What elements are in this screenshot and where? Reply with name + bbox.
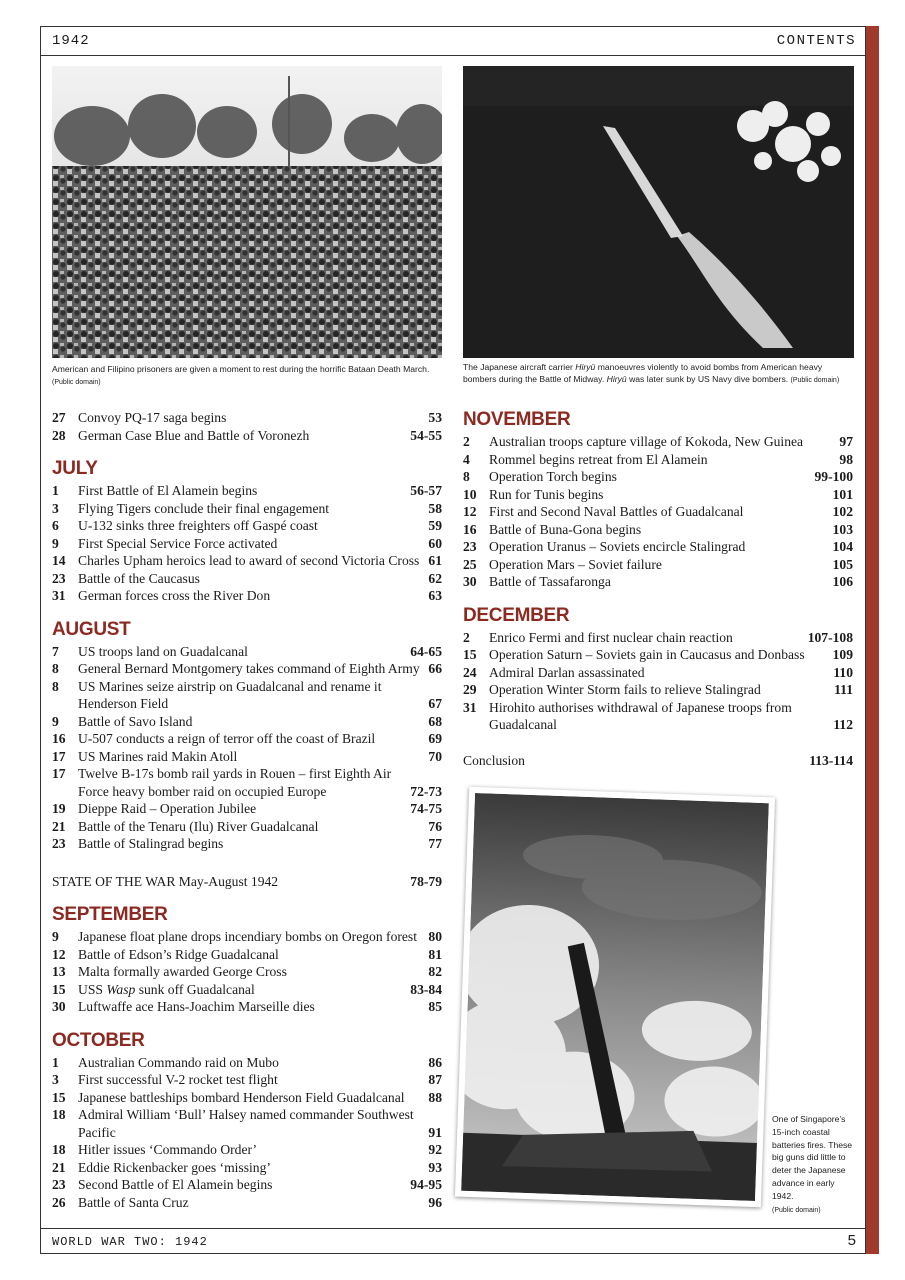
contents-entry[interactable] [52,998,442,1016]
contents-entry[interactable] [52,963,442,981]
entry-title-part: USS [78,981,107,997]
entry-day: 8 [52,661,59,676]
entry-title [78,981,410,999]
entry-title: Rommel begins retreat from El Alamein [489,451,708,467]
entry-title: Enrico Fermi and first nuclear chain reaction [489,629,733,645]
entry-title: First Battle of El Alamein begins [78,483,258,498]
contents-entry[interactable] [52,660,442,678]
entry-day: 31 [52,588,66,603]
month-heading-september: SEPTEMBER [52,904,168,925]
entry-day: 3 [52,500,59,516]
entry-day: 13 [52,964,66,979]
entry-day: 31 [463,699,477,715]
entry-page: 72-73 [410,783,442,799]
entry-day: 28 [52,427,66,443]
entry-title: Hitler issues ‘Commando Order’ [78,1142,258,1157]
entry-page: 110 [833,664,853,680]
entry-page: 60 [428,535,442,551]
entry-page: 102 [832,504,853,519]
october-entries [52,1054,442,1212]
contents-entry[interactable] [52,1106,442,1141]
entry-page: 61 [428,553,442,568]
july-entries [52,482,442,605]
entry-day: 12 [463,504,477,519]
entry-page: 106 [832,574,853,589]
entry-day: 9 [52,713,59,729]
entry-page: 104 [832,539,853,554]
page-header [40,26,866,56]
contents-entry[interactable] [463,573,853,591]
entry-day: 7 [52,643,59,659]
contents-entry[interactable] [463,664,853,682]
entry-day: 1 [52,1054,59,1070]
contents-entry[interactable] [52,1071,442,1089]
contents-entry[interactable] [52,765,442,800]
entry-page: 69 [428,731,442,746]
entry-title: US troops land on Guadalcanal [78,643,248,659]
contents-entry[interactable] [463,629,853,647]
entry-title: First and Second Naval Battles of Guadalcanal [489,504,744,519]
entry-title: Battle of the Tenaru (Ilu) River Guadalcanal [78,818,319,834]
entry-title: Charles Upham heroics lead to award of second Victoria Cross [78,553,420,568]
entry-day: 9 [52,929,59,944]
entry-page: 68 [428,713,442,729]
contents-entry[interactable] [52,818,442,836]
entry-day: 21 [52,1159,66,1175]
entry-day: 30 [52,999,66,1014]
contents-entry[interactable] [52,427,442,445]
entry-day: 10 [463,486,477,502]
entry-title: Australian troops capture village of Kokoda, New Guinea [489,434,804,449]
december-entries [463,629,853,734]
entry-ship-name: Wasp [106,981,136,997]
contents-right-column [463,395,853,769]
entry-page: 59 [428,518,442,533]
contents-entry[interactable] [52,1176,442,1194]
contents-entry[interactable] [52,800,442,818]
entry-day: 2 [463,629,470,645]
entry-title: Battle of Stalingrad begins [78,836,224,851]
entry-page: 98 [839,451,853,467]
contents-entry[interactable] [52,1159,442,1177]
entry-title: Luftwaffe ace Hans-Joachim Marseille dies [78,999,315,1014]
contents-entry[interactable] [463,451,853,469]
contents-entry[interactable] [463,503,853,521]
entry-day: 17 [52,766,66,781]
entry-page: 113-114 [809,752,853,768]
entry-page: 86 [428,1054,442,1070]
entry-day: 24 [463,664,477,680]
entry-day: 2 [463,434,470,449]
entry-title: Japanese float plane drops incendiary bombs on Oregon forest [78,929,417,944]
contents-entry[interactable] [463,699,853,734]
contents-entry[interactable] [52,835,442,853]
entry-page: 64-65 [410,643,442,659]
contents-entry[interactable] [463,556,853,574]
contents-entry[interactable] [52,517,442,535]
contents-entry[interactable] [52,643,442,661]
entry-title: Flying Tigers conclude their final engagement [78,500,330,516]
entry-title: First successful V-2 rocket test flight [78,1072,278,1087]
page-number: 5 [847,1232,856,1249]
entry-title: Operation Uranus – Soviets encircle Stalingrad [489,539,746,554]
september-entries [52,928,442,1016]
contents-entry[interactable] [463,681,853,699]
contents-entry[interactable] [52,946,442,964]
entry-title: Operation Torch begins [489,469,617,484]
entry-day: 15 [463,647,477,662]
entry-day: 29 [463,682,477,697]
entry-page: 91 [428,1124,442,1140]
contents-entry[interactable] [52,409,442,427]
contents-entry[interactable] [52,482,442,500]
entry-page: 88 [428,1089,442,1105]
entry-page: 85 [428,999,442,1014]
entry-page: 63 [428,588,442,603]
state-of-war-entry[interactable] [52,873,442,891]
entry-title: Operation Mars – Soviet failure [489,556,662,572]
entry-page: 97 [839,434,853,449]
entry-page: 96 [428,1194,442,1210]
entry-title: Battle of Santa Cruz [78,1194,189,1210]
entry-title: Malta formally awarded George Cross [78,964,287,979]
entry-day: 15 [52,1089,66,1105]
month-heading-october: OCTOBER [52,1029,145,1051]
entry-page: 76 [428,818,442,834]
entry-day: 18 [52,1142,66,1157]
entry-title: Operation Winter Storm fails to relieve Stalingrad [489,682,761,697]
entry-title: U-132 sinks three freighters off Gaspé coast [78,518,318,533]
entry-page: 93 [428,1159,442,1175]
entry-title: Second Battle of El Alamein begins [78,1177,273,1192]
entry-title: First Special Service Force activated [78,535,278,551]
month-heading-august: AUGUST [52,618,131,640]
conclusion-entry[interactable] [463,752,853,770]
entry-page: 105 [832,556,853,572]
contents-entry[interactable] [52,500,442,518]
singapore-caption: One of Singapore’s 15-inch coastal batteries fires. These big guns did little to deter the Japanese advance in early 1942. (Public domain) [772,1114,853,1214]
entry-title: Battle of Buna-Gona begins [489,521,642,537]
entry-day: 21 [52,818,66,834]
month-heading-december: DECEMBER [463,604,570,626]
entry-day: 6 [52,518,59,533]
entry-title: STATE OF THE WAR May-August 1942 [52,873,279,889]
entry-title: Dieppe Raid – Operation Jubilee [78,801,257,816]
contents-left-column [52,409,442,1211]
contents-entry[interactable] [52,1054,442,1072]
entry-page: 103 [832,521,853,537]
contents-entry[interactable] [52,587,442,605]
entry-page: 70 [428,748,442,764]
entry-day: 25 [463,556,477,572]
contents-entry[interactable] [463,521,853,539]
entry-page: 94-95 [410,1177,442,1192]
entry-page: 77 [428,836,442,851]
page-footer [40,1228,866,1254]
entry-page: 67 [428,696,442,711]
entry-day: 23 [463,539,477,554]
entry-page: 99-100 [814,469,853,484]
entry-page: 107-108 [807,629,853,645]
contents-entry[interactable] [52,1089,442,1107]
entry-page: 83-84 [410,981,442,997]
month-heading-november: NOVEMBER [463,409,571,430]
entry-page: 56-57 [410,483,442,498]
entry-day: 8 [52,678,59,694]
month-heading-july: JULY [52,458,98,479]
entry-title: Operation Saturn – Soviets gain in Caucasus and Donbass [489,647,805,662]
contents-entry[interactable] [52,678,442,713]
entry-title: Japanese battleships bombard Henderson Field Guadalcanal [78,1089,405,1105]
entry-day: 8 [463,469,470,484]
entry-page: 81 [428,946,442,962]
contents-entry[interactable] [52,552,442,570]
accent-bar [866,26,879,1254]
entry-day: 26 [52,1194,66,1210]
entry-title: Convoy PQ-17 saga begins [78,410,227,425]
singapore-gun-photo [455,787,775,1207]
entry-day: 9 [52,535,59,551]
entry-day: 3 [52,1072,59,1087]
entry-title: US Marines seize airstrip on Guadalcanal and rename it Henderson Field [78,678,382,711]
entry-day: 14 [52,553,66,568]
entry-title: Admiral Darlan assassinated [489,664,645,680]
contents-entry[interactable] [463,538,853,556]
entry-page: 109 [832,647,853,662]
entry-title: Australian Commando raid on Mubo [78,1054,279,1070]
contents-entry[interactable] [52,1194,442,1212]
entry-page: 54-55 [410,427,442,443]
header-year: 1942 [52,33,90,49]
entry-title: German forces cross the River Don [78,588,271,603]
contents-entry[interactable] [52,981,442,999]
entry-day: 18 [52,1107,66,1122]
entry-day: 23 [52,836,66,851]
contents-entry[interactable] [463,433,853,451]
entry-page: 62 [428,570,442,586]
entry-title: Battle of the Caucasus [78,570,200,586]
entry-page: 112 [833,717,853,732]
entry-title: Eddie Rickenbacker goes ‘missing’ [78,1159,271,1175]
entry-page: 74-75 [410,801,442,816]
contents-entry[interactable] [463,468,853,486]
entry-day: 27 [52,410,66,425]
contents-entry[interactable] [463,646,853,664]
entry-day: 17 [52,748,66,764]
footer-publication: WORLD WAR TWO: 1942 [52,1235,208,1249]
entry-page: 80 [428,929,442,944]
contents-entry[interactable] [52,713,442,731]
entry-page: 92 [428,1142,442,1157]
entry-title: Twelve B-17s bomb rail yards in Rouen – first Eighth Air Force heavy bomber raid on occupied Europe [78,766,392,799]
entry-title: Conclusion [463,752,525,768]
contents-entry[interactable] [52,535,442,553]
midway-photo [463,66,854,358]
header-section: CONTENTS [776,33,856,49]
contents-entry[interactable] [52,1141,442,1159]
entry-title: U-507 conducts a reign of terror off the coast of Brazil [78,731,376,746]
entry-title: General Bernard Montgomery takes command of Eighth Army [78,661,420,676]
entry-title: Hirohito authorises withdrawal of Japanese troops from Guadalcanal [489,699,792,732]
entry-page: 111 [834,682,853,697]
entry-page: 87 [428,1072,442,1087]
contents-entry[interactable] [463,486,853,504]
contents-entry[interactable] [52,928,442,946]
entry-title-part: sunk off Guadalcanal [135,981,255,997]
august-entries [52,643,442,853]
entry-title: Battle of Tassafaronga [489,574,611,589]
entry-day: 19 [52,801,66,816]
contents-entry[interactable] [52,730,442,748]
entry-title: Battle of Savo Island [78,713,193,729]
entry-day: 12 [52,946,66,962]
entry-page: 53 [428,410,442,425]
entry-title: German Case Blue and Battle of Voronezh [78,427,310,443]
entry-day: 23 [52,570,66,586]
bataan-photo [52,66,442,358]
bataan-caption: American and Filipino prisoners are given a moment to rest during the horrific Bataan Death March. (Public domain) [52,364,430,386]
entry-day: 15 [52,981,66,997]
entry-page: 78-79 [410,873,442,889]
entry-day: 30 [463,574,477,589]
entry-day: 23 [52,1177,66,1192]
june-entries [52,409,442,444]
entry-day: 16 [52,731,66,746]
contents-entry[interactable] [52,570,442,588]
entry-title: Battle of Edson’s Ridge Guadalcanal [78,946,279,962]
entry-day: 4 [463,451,470,467]
midway-caption: The Japanese aircraft carrier Hiryū manoeuvres violently to avoid bombs from American heavy bombers during the Battle of Midway. Hiryū was later sunk by US Navy dive bombers. (Public domain) [463,362,840,384]
entry-page: 58 [428,500,442,516]
entry-page: 66 [428,661,442,676]
contents-entry[interactable] [52,748,442,766]
entry-title: Admiral William ‘Bull’ Halsey named commander Southwest Pacific [78,1107,414,1140]
entry-title: US Marines raid Makin Atoll [78,748,238,764]
november-entries [463,433,853,591]
entry-day: 16 [463,521,477,537]
entry-page: 101 [832,486,853,502]
entry-day: 1 [52,483,59,498]
entry-title: Run for Tunis begins [489,486,604,502]
entry-page: 82 [428,964,442,979]
